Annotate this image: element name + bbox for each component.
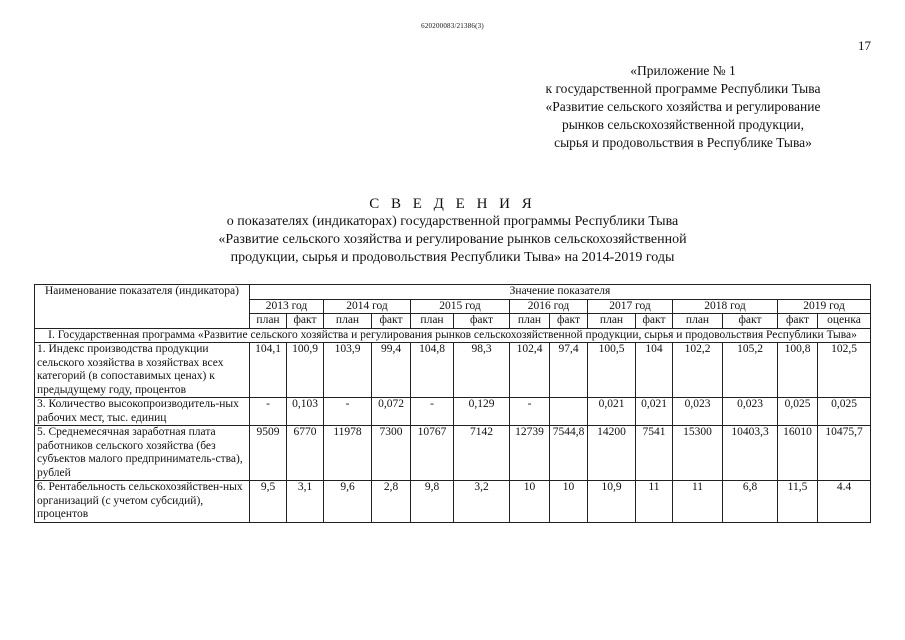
table-cell: 0,023 xyxy=(723,398,778,426)
table-row xyxy=(35,426,871,481)
table-cell: 97,4 xyxy=(550,343,588,398)
table-cell: 10403,3 xyxy=(723,426,778,481)
table-cell: 98,3 xyxy=(454,343,510,398)
appendix-line: к государственной программе Республики Тыва xyxy=(545,81,821,96)
table-cell: 14200 xyxy=(588,426,636,481)
subheader: факт xyxy=(723,314,778,329)
subheader: факт xyxy=(372,314,411,329)
subheader: факт xyxy=(454,314,510,329)
table-cell: 0,025 xyxy=(818,398,871,426)
section-title: I. Государственная программа «Развитие сельского хозяйства и регулирования рынков сельскохозяйственной продукции, сырья и продовольствия Республики Тыва» xyxy=(35,328,871,343)
table-cell: 104 xyxy=(636,343,673,398)
subheader: факт xyxy=(778,314,818,329)
table-cell: 104,8 xyxy=(411,343,454,398)
table-cell: 103,9 xyxy=(324,343,372,398)
table-row xyxy=(35,343,871,398)
indicator-name: 6. Рентабельность сельскохозяйствен-ных организаций (с учетом субсидий), процентов xyxy=(35,481,250,523)
table-cell: 0,021 xyxy=(636,398,673,426)
value-column-header: Значение показателя xyxy=(250,285,871,300)
table-cell: 10,9 xyxy=(588,481,636,523)
page-number: 17 xyxy=(858,38,871,53)
table-cell: 7142 xyxy=(454,426,510,481)
document-title: С В Е Д Е Н И Я xyxy=(369,196,536,212)
document-heading xyxy=(0,195,905,267)
subheader: план xyxy=(411,314,454,329)
year-header: 2014 год xyxy=(324,299,411,314)
table-cell: 102,5 xyxy=(818,343,871,398)
table-cell: 11978 xyxy=(324,426,372,481)
table-cell: 12739 xyxy=(510,426,550,481)
table-cell: - xyxy=(324,398,372,426)
table-cell: 10475,7 xyxy=(818,426,871,481)
table-cell: - xyxy=(510,398,550,426)
appendix-line: «Приложение № 1 xyxy=(630,63,736,78)
subheader: план xyxy=(588,314,636,329)
subheader: факт xyxy=(636,314,673,329)
table-cell: 2,8 xyxy=(372,481,411,523)
table-cell: 16010 xyxy=(778,426,818,481)
indicator-name: 1. Индекс производства продукции сельского хозяйства в хозяйствах всех категорий (в сопоставимых ценах) к предыдущему году, процентов xyxy=(35,343,250,398)
table-cell: 104,1 xyxy=(250,343,287,398)
year-header: 2015 год xyxy=(411,299,510,314)
subheader: план xyxy=(510,314,550,329)
table-cell: 11 xyxy=(673,481,723,523)
table-cell: 6770 xyxy=(287,426,324,481)
table-cell: 0,129 xyxy=(454,398,510,426)
table-cell: 15300 xyxy=(673,426,723,481)
heading-line: о показателях (индикаторах) государственной программы Республики Тыва xyxy=(226,214,679,229)
table-cell: - xyxy=(411,398,454,426)
table-cell: 100,9 xyxy=(287,343,324,398)
table-cell: 10767 xyxy=(411,426,454,481)
table-cell: 9,5 xyxy=(250,481,287,523)
table-cell: 105,2 xyxy=(723,343,778,398)
indicator-name: 3. Количество высокопроизводитель-ных рабочих мест, тыс. единиц xyxy=(35,398,250,426)
subheader: факт xyxy=(550,314,588,329)
subheader: факт xyxy=(287,314,324,329)
table-cell: 100,5 xyxy=(588,343,636,398)
year-header: 2016 год xyxy=(510,299,588,314)
table-cell: 3,1 xyxy=(287,481,324,523)
indicator-column-header: Наименование показателя (индикатора) xyxy=(35,285,250,329)
table-cell: 0,072 xyxy=(372,398,411,426)
heading-line: продукции, сырья и продовольствия Республики Тыва» на 2014-2019 годы xyxy=(230,250,675,265)
section-row xyxy=(35,328,871,343)
year-header: 2019 год xyxy=(778,299,871,314)
subheader: план xyxy=(324,314,372,329)
table-cell: 102,4 xyxy=(510,343,550,398)
table-cell: 3,2 xyxy=(454,481,510,523)
subheader: оценка xyxy=(818,314,871,329)
table-cell: 7544,8 xyxy=(550,426,588,481)
document-id: 620200083/21386(3) xyxy=(421,22,484,30)
table-cell: 100,8 xyxy=(778,343,818,398)
table-cell: 9509 xyxy=(250,426,287,481)
subheader: план xyxy=(673,314,723,329)
table-cell: 10 xyxy=(510,481,550,523)
appendix-note xyxy=(503,62,863,152)
table-cell: 7300 xyxy=(372,426,411,481)
table-cell: 0,025 xyxy=(778,398,818,426)
indicators-table xyxy=(34,284,871,523)
table-cell: 99,4 xyxy=(372,343,411,398)
table-cell xyxy=(550,398,588,426)
table-cell: 102,2 xyxy=(673,343,723,398)
year-header: 2018 год xyxy=(673,299,778,314)
table-cell: 0,021 xyxy=(588,398,636,426)
year-header: 2017 год xyxy=(588,299,673,314)
table-cell: 9,6 xyxy=(324,481,372,523)
indicator-name: 5. Среднемесячная заработная плата работников сельского хозяйства (без субъектов малого предприниматель-ства), рублей xyxy=(35,426,250,481)
heading-line: «Развитие сельского хозяйства и регулирование рынков сельскохозяйственной xyxy=(218,232,687,247)
table-row xyxy=(35,398,871,426)
table-row xyxy=(35,481,871,523)
year-header: 2013 год xyxy=(250,299,324,314)
table-cell: 11,5 xyxy=(778,481,818,523)
appendix-line: сырья и продовольствия в Республике Тыва» xyxy=(554,135,812,150)
table-cell: 6,8 xyxy=(723,481,778,523)
table-cell: 10 xyxy=(550,481,588,523)
table-cell: - xyxy=(250,398,287,426)
table-cell: 9,8 xyxy=(411,481,454,523)
table-cell: 11 xyxy=(636,481,673,523)
table-cell: 4.4 xyxy=(818,481,871,523)
table-cell: 0,103 xyxy=(287,398,324,426)
subheader: план xyxy=(250,314,287,329)
appendix-line: рынков сельскохозяйственной продукции, xyxy=(561,117,805,132)
table-cell: 0,023 xyxy=(673,398,723,426)
appendix-line: «Развитие сельского хозяйства и регулирование xyxy=(545,99,821,114)
table-cell: 7541 xyxy=(636,426,673,481)
